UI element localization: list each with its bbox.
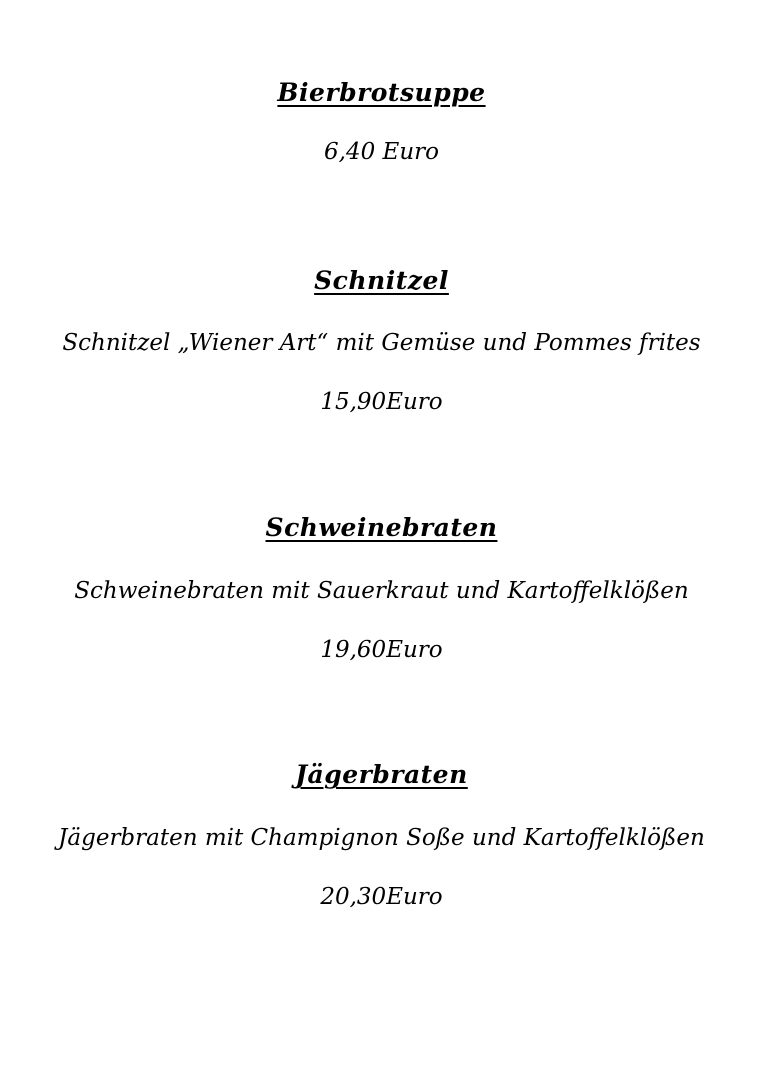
menu-item — [40, 665, 723, 913]
dish-price: 6,40 Euro — [324, 139, 439, 165]
dish-price: 19,60Euro — [320, 636, 443, 663]
menu-item — [40, 0, 723, 168]
dish-title: Schnitzel — [314, 265, 449, 295]
dish-description: Schnitzel „Wiener Art“ mit Gemüse und Pommes frites — [62, 329, 701, 356]
dish-title: Bierbrotsuppe — [277, 78, 486, 107]
dish-description: Schweinebraten mit Sauerkraut und Kartoffelklößen — [74, 577, 689, 604]
menu-item — [40, 168, 723, 418]
dish-price: 20,30Euro — [320, 884, 443, 911]
dish-price: 15,90Euro — [320, 388, 443, 415]
dish-description: Jägerbraten mit Champignon Soße und Kartoffelklößen — [58, 825, 705, 852]
dish-title: Jägerbraten — [295, 760, 468, 790]
dish-title: Schweinebraten — [265, 512, 498, 542]
menu-item — [40, 418, 723, 666]
menu-item-list — [40, 0, 723, 913]
